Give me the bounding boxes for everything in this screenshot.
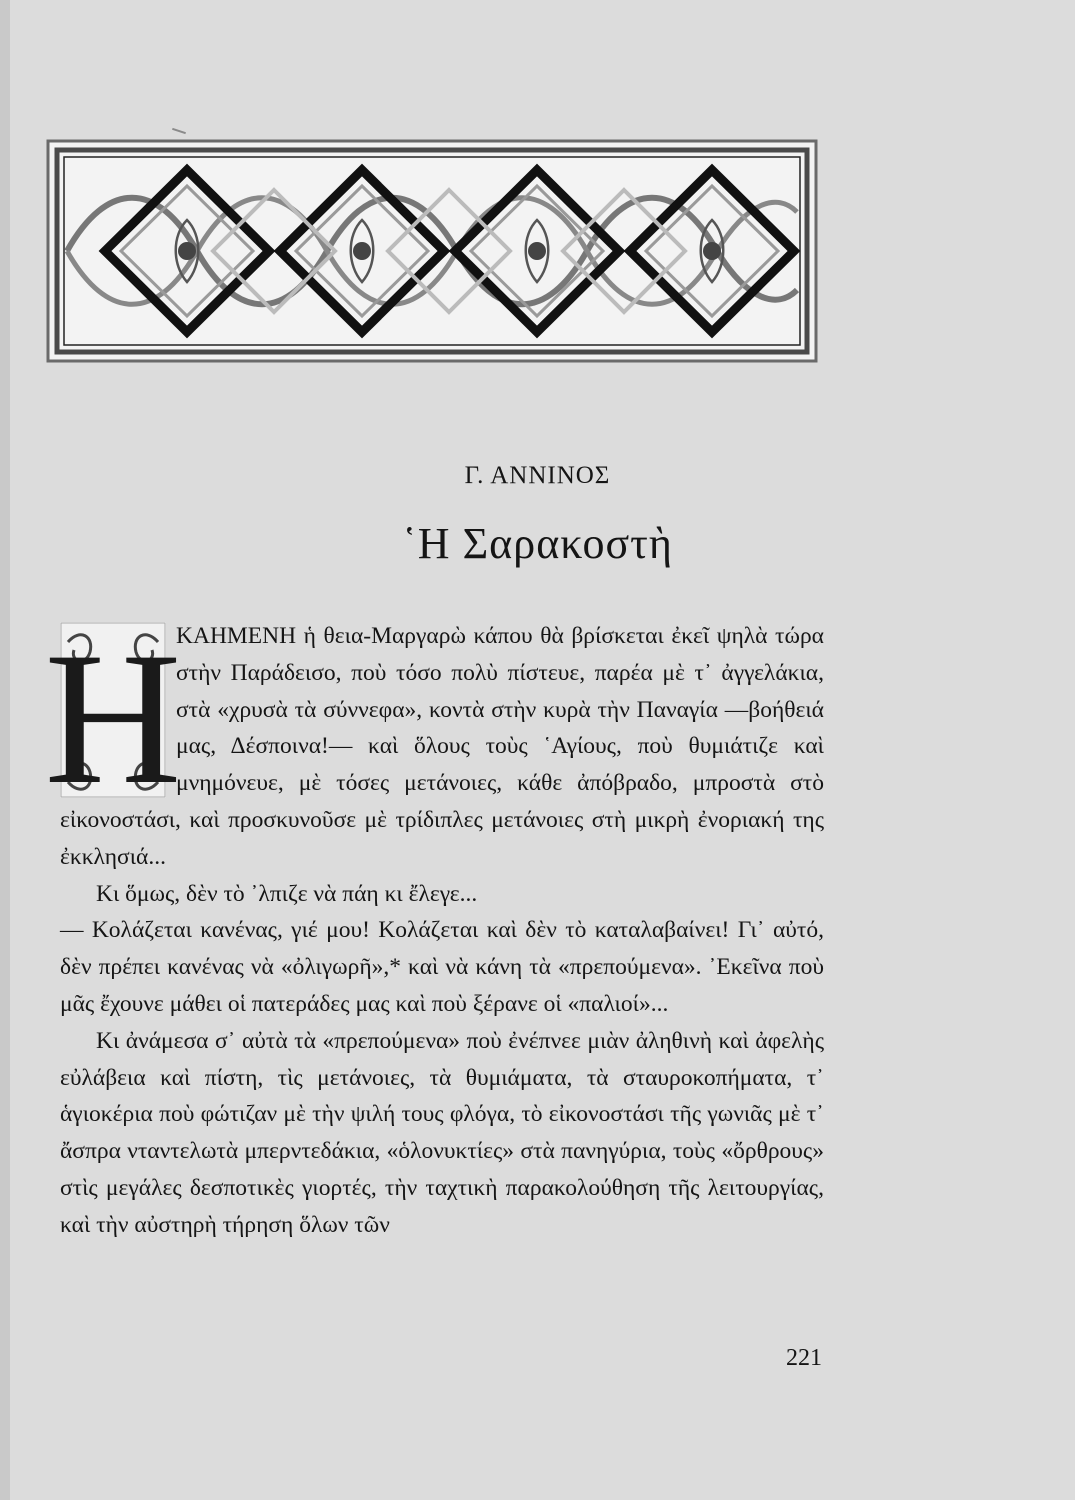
dropcap-glyph: Η: [44, 614, 182, 824]
author-name: Γ. ΑΝΝΙΝΟΣ: [464, 462, 611, 489]
page-edge: [0, 0, 10, 1500]
paragraph-2: Κι ὅμως, δὲν τὸ ᾿λπιζε νὰ πάη κι ἔλεγε...: [96, 880, 478, 907]
ornamental-headpiece: [47, 140, 817, 362]
body-text: [44, 614, 824, 1244]
page-number: 221: [786, 1345, 822, 1371]
paragraph-4: Κι ἀνάμεσα σ᾿ αὐτὰ τὰ «πρεπούμενα» ποὺ ἐνέπνεε μιὰν ἀληθινὴ καὶ ἀφελὴς εὐλάβεια καὶ πίστη, τὶς μετάνοιες, τὰ θυμιάματα, τὰ σταυροκοπήματα, τ᾿ ἁγιοκέρια ποὺ φώτιζαν μὲ τὴν ψιλή τους φλόγα, τὸ εἰκονοστάσι τῆς γωνιᾶς μὲ τ᾿ ἄσπρα νταντελωτὰ μπερντεδάκια, «ὁλονυκτίες» στὰ πανηγύρια, τοὺς «ὄρθρους» στὶς μεγάλες δεσποτικὲς γιορτές, τὴν ταχτικὴ παρακολούθηση τῆς λειτουργίας, καὶ τὴν αὐστηρὴ τήρηση ὅλων τῶν: [60, 1027, 824, 1238]
chapter-title: ῾Η Σαρακοστὴ: [402, 519, 673, 568]
paragraph-3: — Κολάζεται κανένας, γιέ μου! Κολάζεται καὶ δὲν τὸ καταλαβαίνει! Γι᾿ αὐτό, δὲν πρέπει κανένας νὰ «ὀλιγωρῆ»,* καὶ νὰ κάνη τὰ «πρεπούμενα». ᾿Εκεῖνα ποὺ μᾶς ἔχουνε μάθει οἱ πατεράδες μας καὶ ποὺ ξέρανε οἱ «παλιοί»...: [60, 917, 824, 1017]
stray-mark: [172, 128, 186, 134]
paragraph-1: ΚΑΗΜΕΝΗ ἡ θεια-Μαργαρὼ κάπου θὰ βρίσκεται ἐκεῖ ψηλὰ τώρα στὴν Παράδεισο, ποὺ τόσο πολὺ πίστευε, παρέα μὲ τ᾿ ἀγγελάκια, στὰ «χρυσὰ τὰ σύννεφα», κοντὰ στὴν κυρὰ τὴν Παναγία —βοήθειά μας, Δέσποινα!— καὶ ὅλους τοὺς ῾Αγίους, ποὺ θυμιάτιζε καὶ μνημόνευε, μὲ τόσες μετάνοιες, κάθε ἀπόβραδο, μπροστὰ στὸ εἰκονοστάσι, καὶ προσκυνοῦσε μὲ τρίδιπλες μετάνοιες στὴ μικρὴ ἐνοριακή της ἐκκλησιά...: [60, 623, 824, 870]
dropcap-letter: [44, 614, 182, 824]
